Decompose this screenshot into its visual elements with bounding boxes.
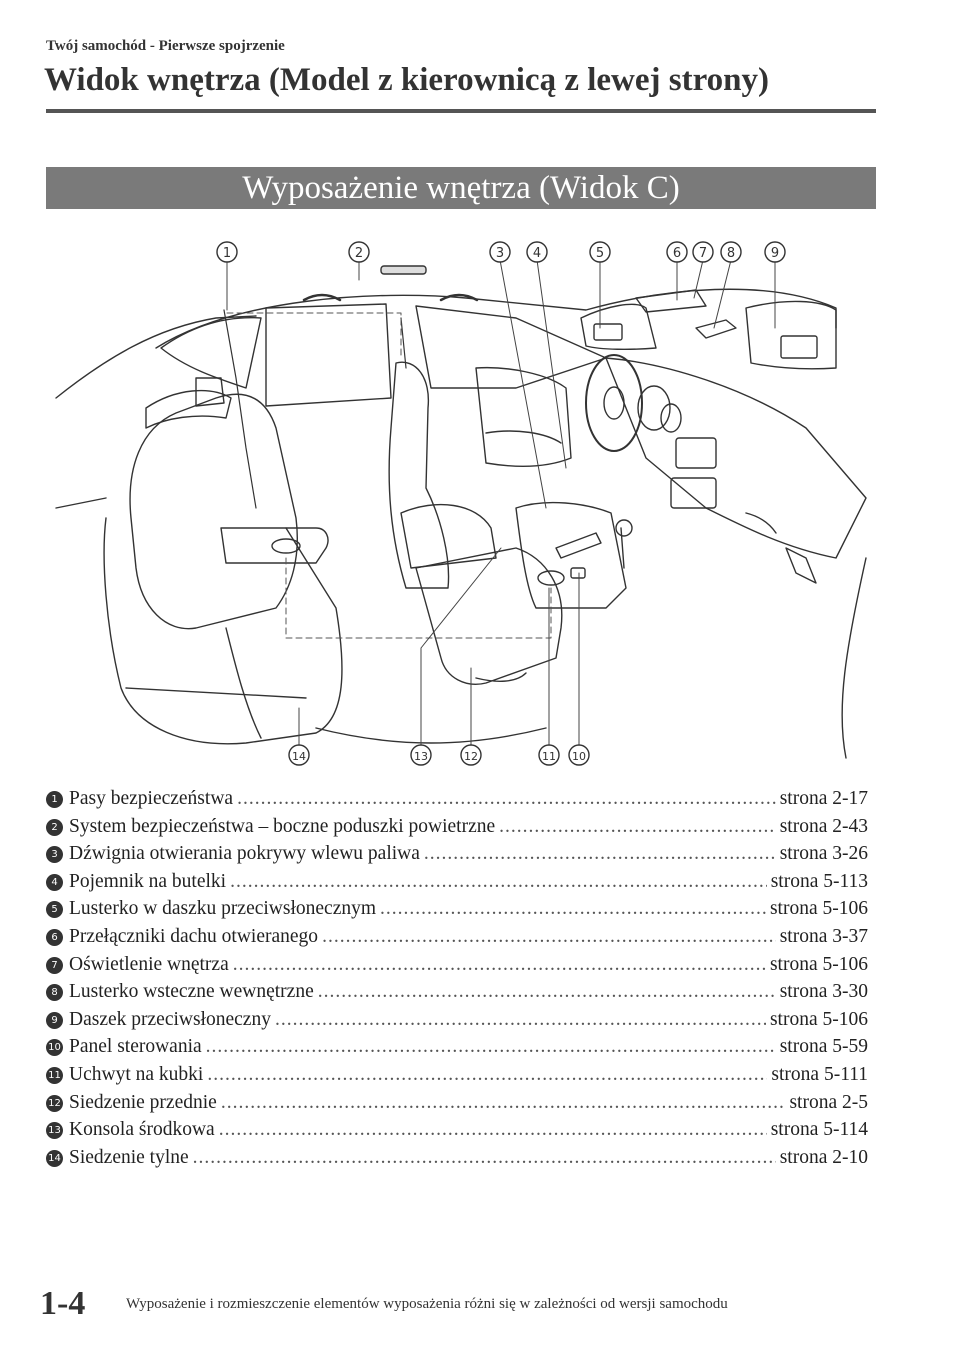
page-title: Widok wnętrza (Model z kierownicą z lewej strony) — [44, 62, 769, 98]
svg-text:6: 6 — [672, 246, 682, 261]
rear-seat-back — [130, 394, 297, 628]
callout-9-icon — [765, 242, 785, 262]
legend-label: Panel sterowania — [69, 1036, 202, 1058]
leader-dots — [318, 978, 776, 1006]
legend-label: System bezpieczeństwa – boczne poduszki powietrzne — [69, 815, 496, 837]
front-seat-back — [389, 362, 448, 588]
legend-label: Siedzenie tylne — [69, 1146, 189, 1168]
svg-text:11: 11 — [542, 750, 556, 763]
svg-text:14: 14 — [292, 750, 306, 763]
legend-item — [46, 978, 868, 1006]
callout-14-icon — [289, 745, 309, 765]
legend-item — [46, 785, 868, 813]
rear-seat-cushion — [104, 518, 342, 744]
legend-label: Lusterko w daszku przeciwsłonecznym — [69, 898, 377, 920]
legend-number-badge: 8 — [46, 984, 63, 1001]
interior-illustration — [46, 228, 876, 778]
rear-armrest — [221, 528, 328, 563]
callout-10-icon — [569, 745, 589, 765]
page-number: 1-4 — [40, 1285, 86, 1322]
svg-text:5: 5 — [595, 246, 605, 261]
svg-text:13: 13 — [414, 750, 428, 763]
legend-item — [46, 868, 868, 896]
legend-number-badge: 5 — [46, 901, 63, 918]
breadcrumb: Twój samochód - Pierwsze spojrzenie — [46, 38, 285, 54]
legend-label: Siedzenie przednie — [69, 1091, 217, 1113]
svg-text:4: 4 — [532, 246, 542, 261]
right-body-outline — [842, 558, 866, 758]
front-seat-cushion — [416, 548, 562, 684]
legend-number-badge: 9 — [46, 1012, 63, 1029]
legend-page-ref: strona 5-111 — [771, 1063, 868, 1085]
legend-page-ref: strona 5-106 — [769, 953, 868, 975]
legend-item — [46, 1061, 868, 1089]
rear-door-window — [266, 304, 391, 406]
left-body-outline — [56, 316, 256, 398]
legend-label: Pasy bezpieczeństwa — [69, 788, 234, 809]
callout-4-icon — [527, 242, 547, 262]
legend-label: Uchwyt na kubki — [69, 1063, 204, 1085]
legend-label: Daszek przeciwsłoneczny — [69, 1008, 271, 1030]
door-panel — [476, 368, 571, 467]
legend-item — [46, 951, 868, 979]
legend-page-ref: strona 2-43 — [779, 815, 868, 837]
title-rule — [46, 109, 876, 113]
legend-page-ref: strona 5-114 — [770, 1119, 868, 1141]
legend-number-badge: 7 — [46, 957, 63, 974]
svg-text:2: 2 — [354, 246, 364, 261]
leader-dots — [219, 1116, 767, 1144]
legend-page-ref: strona 2-10 — [779, 1146, 868, 1168]
legend-page-ref: strona 3-30 — [779, 981, 868, 1003]
roof-outline — [156, 289, 836, 348]
leader-dots — [380, 895, 766, 923]
legend-item — [46, 923, 868, 951]
svg-text:1: 1 — [222, 246, 232, 261]
legend-number-badge: 1 — [46, 791, 63, 808]
callout-6-icon — [667, 242, 687, 262]
legend-label: Pojemnik na butelki — [69, 870, 227, 892]
steering-wheel — [586, 355, 642, 451]
legend-page-ref: strona 5-59 — [779, 1036, 868, 1058]
legend-page-ref: strona 5-106 — [769, 1008, 868, 1030]
leader-dots — [221, 1089, 786, 1117]
callout-7-icon — [693, 242, 713, 262]
legend-item — [46, 813, 868, 841]
svg-text:7: 7 — [698, 246, 708, 261]
legend-number-badge: 6 — [46, 929, 63, 946]
dashboard — [606, 358, 866, 558]
leader-dots — [230, 868, 767, 896]
leader-dots — [237, 785, 776, 813]
legend-item — [46, 1006, 868, 1034]
leader-dots — [207, 1061, 767, 1089]
callout-11-icon — [539, 745, 559, 765]
legend-number-badge: 4 — [46, 874, 63, 891]
svg-text:12: 12 — [464, 750, 478, 763]
legend-page-ref: strona 5-113 — [770, 870, 868, 892]
leader-dots — [322, 923, 776, 951]
legend-page-ref: strona 2-5 — [789, 1091, 868, 1113]
legend-label: Oświetlenie wnętrza — [69, 953, 229, 975]
legend-number-badge: 12 — [46, 1095, 63, 1112]
section-title: Wyposażenie wnętrza (Widok C) — [46, 167, 876, 209]
callout-5-icon — [590, 242, 610, 262]
legend-page-ref: strona 3-37 — [779, 925, 868, 947]
legend-label: Dźwignia otwierania pokrywy wlewu paliwa — [69, 843, 420, 865]
legend-item — [46, 1144, 868, 1172]
legend-item — [46, 1033, 868, 1061]
legend-number-badge: 13 — [46, 1122, 63, 1139]
callout-8-icon — [721, 242, 741, 262]
leader-dots — [193, 1144, 776, 1172]
legend-number-badge: 3 — [46, 846, 63, 863]
legend-number-badge: 11 — [46, 1067, 63, 1084]
legend-item — [46, 1116, 868, 1144]
leader-dots — [233, 951, 766, 979]
rear-view-mirror — [696, 320, 736, 338]
svg-text:10: 10 — [572, 750, 586, 763]
legend-number-badge: 2 — [46, 819, 63, 836]
legend-number-badge: 10 — [46, 1039, 63, 1056]
legend-label: Przełączniki dachu otwieranego — [69, 925, 319, 947]
legend-page-ref: strona 2-17 — [779, 788, 868, 809]
legend-label: Lusterko wsteczne wewnętrzne — [69, 981, 314, 1003]
legend-item — [46, 895, 868, 923]
legend-number-badge: 14 — [46, 1150, 63, 1167]
callout-1-icon — [217, 242, 237, 262]
legend-item — [46, 840, 868, 868]
svg-text:9: 9 — [770, 246, 780, 261]
legend-page-ref: strona 5-106 — [769, 898, 868, 920]
legend-page-ref: strona 3-26 — [779, 843, 868, 865]
callout-12-icon — [461, 745, 481, 765]
callout-2-icon — [349, 242, 369, 262]
legend-label: Konsola środkowa — [69, 1119, 215, 1141]
callout-3-icon — [490, 242, 510, 262]
leader-dots — [424, 840, 776, 868]
leader-dots — [206, 1033, 776, 1061]
gear-shift — [616, 520, 632, 568]
legend-list — [46, 785, 868, 1171]
footer-note: Wyposażenie i rozmieszczenie elementów wyposażenia różni się w zależności od wersji samochodu — [126, 1296, 728, 1312]
leader-dots — [275, 1006, 766, 1034]
svg-text:3: 3 — [495, 246, 505, 261]
center-display — [676, 438, 716, 468]
svg-text:8: 8 — [726, 246, 736, 261]
legend-item — [46, 1089, 868, 1117]
callout-13-icon — [411, 745, 431, 765]
leader-dots — [499, 813, 776, 841]
